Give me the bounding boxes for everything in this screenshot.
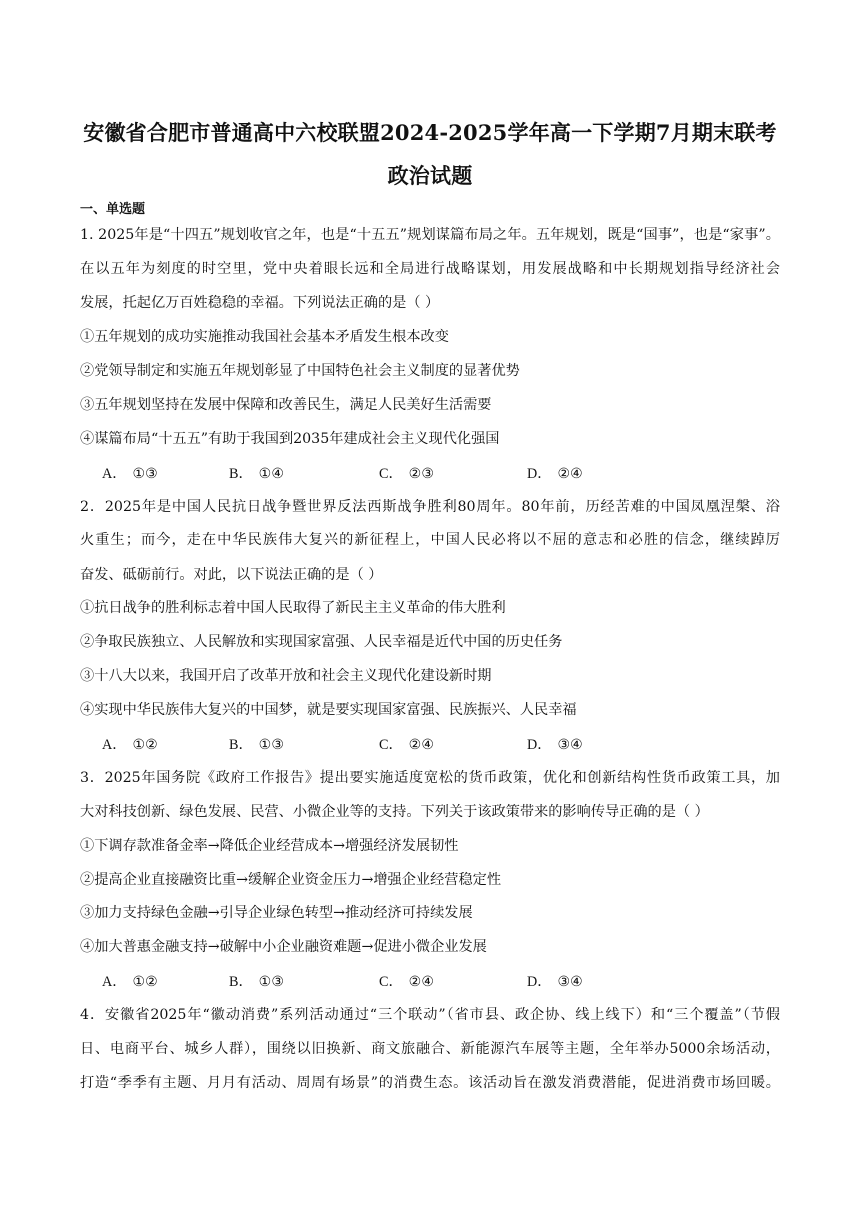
option-key: C． [379, 737, 403, 753]
option-value: ②④ [408, 737, 435, 753]
statement: ①五年规划的成功实施推动我国社会基本矛盾发生根本改变 [80, 329, 449, 345]
question-text: 火重生；而今，走在中华民族伟大复兴的新征程上，中国人民必将以不屈的意志和必胜的信念，继续踔厉 [80, 532, 780, 548]
option-key: A． [102, 737, 127, 753]
option-value: ②④ [557, 466, 583, 482]
question-text: 2．2025年是中国人民抗日战争暨世界反法西斯战争胜利80周年。80年前，历经苦难的中国凤凰涅槃、浴 [80, 499, 780, 515]
statement: ①下调存款准备金率→降低企业经营成本→增强经济发展韧性 [80, 838, 459, 854]
statement: ③加力支持绿色金融→引导企业绿色转型→推动经济可持续发展 [80, 905, 473, 921]
option-a[interactable] [102, 463, 158, 483]
option-key: D． [527, 737, 552, 753]
option-a[interactable] [102, 971, 158, 991]
question-text: 在以五年为刻度的时空里，党中央着眼长远和全局进行战略谋划，用发展战略和中长期规划指导经济社会 [80, 261, 780, 277]
statement: ④谋篇布局“十五五”有助于我国到2035年建成社会主义现代化强国 [80, 431, 500, 447]
question-text: 1. 2025年是“十四五”规划收官之年，也是“十五五”规划谋篇布局之年。五年规划，既是“国事”，也是“家事”。 [80, 227, 780, 243]
option-d[interactable] [527, 971, 583, 991]
option-key: C． [379, 466, 403, 482]
option-key: D． [527, 466, 552, 482]
option-value: ①④ [258, 466, 285, 482]
option-key: A． [102, 466, 127, 482]
question-text: 4．安徽省2025年“徽动消费”系列活动通过“三个联动”（省市县、政企协、线上线下）和“三个覆盖”（节假 [80, 1007, 780, 1023]
question-text: 3．2025年国务院《政府工作报告》提出要实施适度宽松的货币政策，优化和创新结构性货币政策工具，加 [80, 770, 780, 786]
option-value: ①③ [258, 974, 285, 990]
statement: ④加大普惠金融支持→破解中小企业融资难题→促进小微企业发展 [80, 939, 487, 955]
option-value: ①② [132, 737, 158, 753]
option-d[interactable] [527, 463, 583, 483]
exam-title: 安徽省合肥市普通高中六校联盟2024-2025学年高一下学期7月期末联考 [83, 120, 777, 145]
section-heading: 一、单选题 [80, 202, 146, 217]
statement: ④实现中华民族伟大复兴的中国梦，就是要实现国家富强、民族振兴、人民幸福 [80, 702, 577, 718]
option-value: ③④ [557, 974, 583, 990]
statement: ②提高企业直接融资比重→缓解企业资金压力→增强企业经营稳定性 [80, 872, 502, 888]
option-b[interactable] [229, 734, 284, 754]
statement: ①抗日战争的胜利标志着中国人民取得了新民主主义革命的伟大胜利 [80, 600, 506, 616]
option-key: A． [102, 974, 127, 990]
question-text: 大对科技创新、绿色发展、民营、小微企业等的支持。下列关于该政策带来的影响传导正确的是（ ） [80, 804, 709, 820]
option-key: B． [229, 974, 253, 990]
option-value: ③④ [557, 737, 583, 753]
option-c[interactable] [379, 734, 434, 754]
option-key: D． [527, 974, 552, 990]
question-text: 日、电商平台、城乡人群），围绕以旧换新、商文旅融合、新能源汽车展等主题，全年举办5000余场活动， [80, 1041, 780, 1057]
exam-subtitle: 政治试题 [387, 163, 473, 188]
option-key: C． [379, 974, 403, 990]
option-value: ②③ [408, 466, 435, 482]
statement: ③十八大以来，我国开启了改革开放和社会主义现代化建设新时期 [80, 668, 492, 684]
option-b[interactable] [229, 971, 284, 991]
option-c[interactable] [379, 463, 434, 483]
option-b[interactable] [229, 463, 284, 483]
option-value: ①③ [132, 466, 158, 482]
option-a[interactable] [102, 734, 158, 754]
option-d[interactable] [527, 734, 583, 754]
question-text: 打造“季季有主题、月月有活动、周周有场景”的消费生态。该活动旨在激发消费潜能，促进消费市场回暖。 [80, 1075, 780, 1091]
option-c[interactable] [379, 971, 434, 991]
statement: ②党领导制定和实施五年规划彰显了中国特色社会主义制度的显著优势 [80, 363, 520, 379]
option-value: ①② [132, 974, 158, 990]
question-text: 发展，托起亿万百姓稳稳的幸福。下列说法正确的是（ ） [80, 295, 440, 311]
option-key: B． [229, 466, 253, 482]
option-value: ①③ [258, 737, 285, 753]
option-key: B． [229, 737, 253, 753]
question-text: 奋发、砥砺前行。对此，以下说法正确的是（ ） [80, 567, 383, 583]
statement: ②争取民族独立、人民解放和实现国家富强、人民幸福是近代中国的历史任务 [80, 634, 563, 650]
option-value: ②④ [408, 974, 435, 990]
statement: ③五年规划坚持在发展中保障和改善民生，满足人民美好生活需要 [80, 397, 492, 413]
